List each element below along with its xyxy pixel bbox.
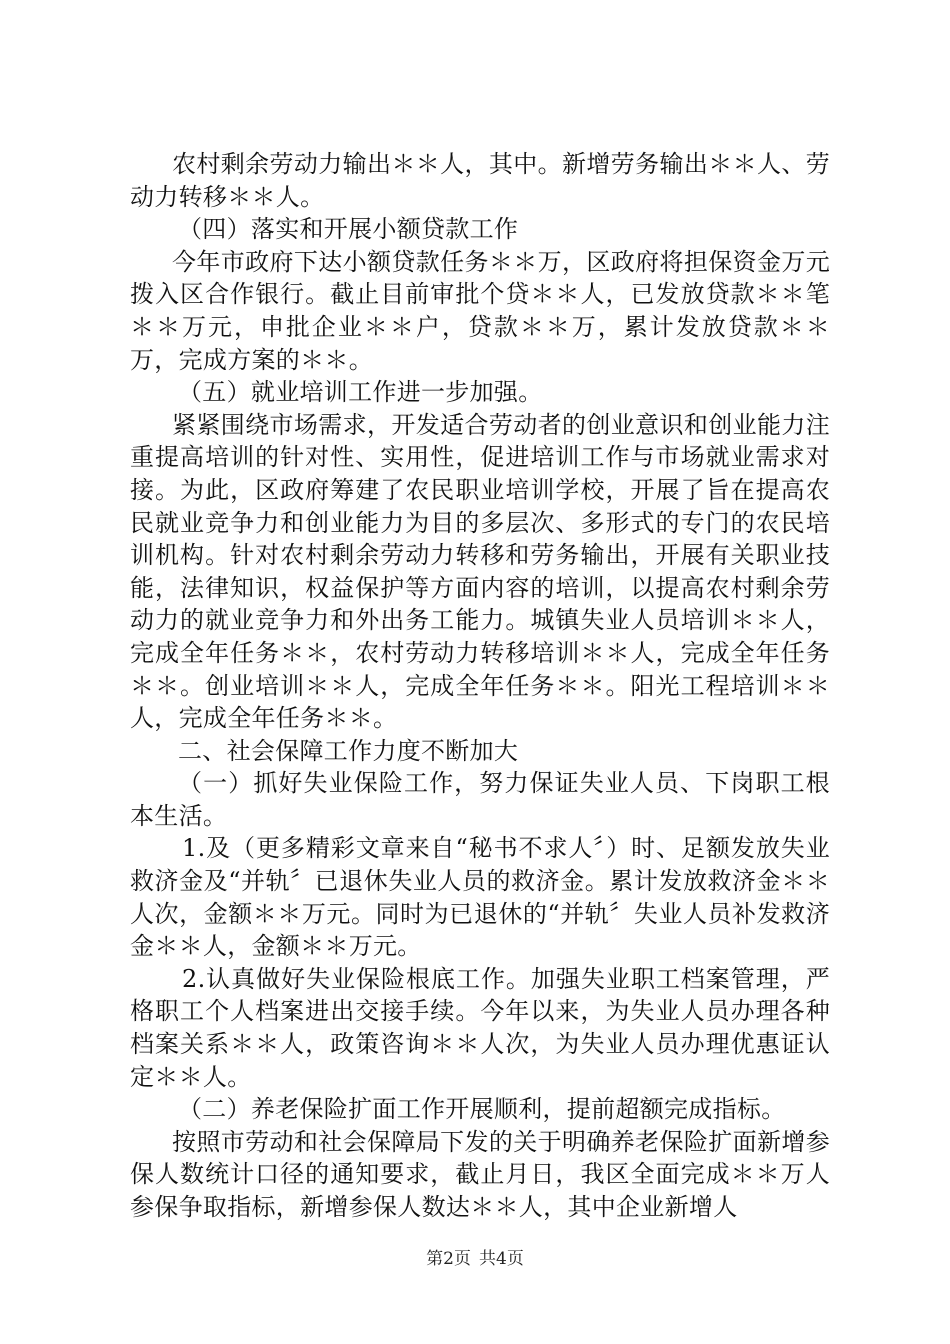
paragraph-labor-export: 农村剩余劳动力输出＊＊人，其中。新增劳务输出＊＊人、劳动力转移＊＊人。 xyxy=(130,150,830,211)
paragraph-microloans: 今年市政府下达小额贷款任务＊＊万，区政府将担保资金万元拨入区合作银行。截止目前审批个贷＊＊人，已发放贷款＊＊笔＊＊万元，申批企业＊＊户，贷款＊＊万，累计发放贷款＊＊万，完成方案的＊＊。 xyxy=(130,247,830,374)
page-footer xyxy=(0,1244,950,1269)
subheading-pension-expansion: （二）养老保险扩面工作开展顺利，提前超额完成指标。 xyxy=(178,1095,786,1124)
page-total: 共4页 xyxy=(479,1249,524,1269)
subheading-microloans: （四）落实和开展小额贷款工作 xyxy=(178,215,519,244)
subheading-training: （五）就业培训工作进一步加强。 xyxy=(178,378,543,407)
item-relief-payments: 1.及（更多精彩文章来自“秘书不求人〞）时、足额发放失业救济金及“并轨〞已退休失业人员的救济金。累计发放救济金＊＊人次，金额＊＊万元。同时为已退休的“并轨〞失业人员补发救济金＊＊人，金额＊＊万元。 xyxy=(130,834,830,961)
paragraph-pension-expansion: 按照市劳动和社会保障局下发的关于明确养老保险扩面新增参保人数统计口径的通知要求，截止月日，我区全面完成＊＊万人参保争取指标，新增参保人数达＊＊人，其中企业新增人 xyxy=(130,1127,830,1221)
item-insurance-basics: 2.认真做好失业保险根底工作。加强失业职工档案管理，严格职工个人档案进出交接手续。今年以来，为失业人员办理各种档案关系＊＊人，政策咨询＊＊人次，为失业人员办理优惠证认定＊＊人。 xyxy=(130,964,830,1091)
page-number: 第2页 xyxy=(426,1249,471,1269)
section-heading-social-security: 二、社会保障工作力度不断加大 xyxy=(178,736,519,765)
paragraph-training: 紧紧围绕市场需求，开发适合劳动者的创业意识和创业能力注重提高培训的针对性、实用性，促进培训工作与市场就业需求对接。为此，区政府筹建了农民职业培训学校，开展了旨在提高农民就业竞争力和创业能力为目的多层次、多形式的专门的农民培训机构。针对农村剩余劳动力转移和劳务输出，开展有关职业技能，法律知识，权益保护等方面内容的培训，以提高农村剩余劳动力的就业竞争力和外出务工能力。城镇失业人员培训＊＊人，完成全年任务＊＊，农村劳动力转移培训＊＊人，完成全年任务＊＊。创业培训＊＊人，完成全年任务＊＊。阳光工程培训＊＊人，完成全年任务＊＊。 xyxy=(130,410,830,733)
document-body xyxy=(130,148,830,1224)
subheading-unemployment-insurance: （一）抓好失业保险工作，努力保证失业人员、下岗职工根本生活。 xyxy=(130,769,830,830)
